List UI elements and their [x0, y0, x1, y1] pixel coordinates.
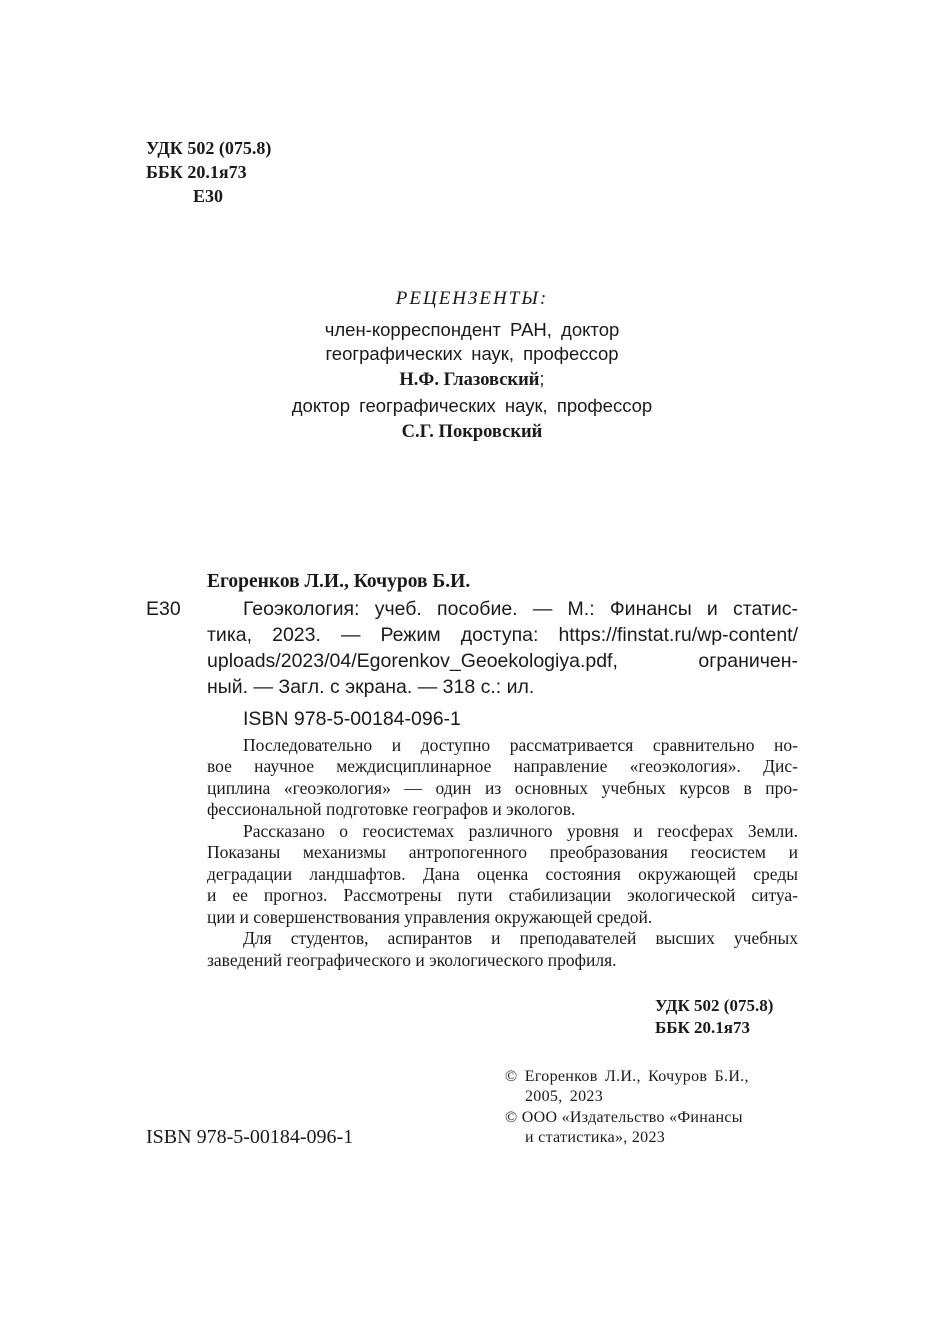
reviewers-title: РЕЦЕНЗЕНТЫ:: [395, 288, 549, 309]
reviewer-line-1: член-корреспондент РАН, доктор: [324, 319, 620, 340]
annotation-line-2: вое научное междисциплинарное направление «геоэкология». Дис-: [207, 756, 798, 776]
reviewer-line-2: географических наук, профессор: [325, 343, 619, 364]
isbn-bottom: ISBN 978-5-00184-096-1: [146, 1126, 354, 1148]
catalog-code: Е30: [146, 598, 181, 620]
udk-top: УДК 502 (075.8): [146, 138, 272, 158]
catalog-desc-line-4: ный. — Загл. с экрана. — 318 с.: ил.: [207, 676, 535, 698]
bbk-bottom: ББК 20.1я73: [655, 1018, 751, 1037]
copyright-line-4: и статистика», 2023: [525, 1129, 666, 1146]
catalog-desc-line-1: Геоэкология: учеб. пособие. — М.: Финансы и статис-: [243, 598, 798, 620]
reviewer-line-3: доктор географических наук, профессор: [291, 395, 653, 416]
bbk-top: ББК 20.1я73: [146, 162, 247, 182]
annotation-line-3: циплина «геоэкология» — один из основных учебных курсов в про-: [207, 778, 798, 798]
annotation-line-10: Для студентов, аспирантов и преподавателей высших учебных: [243, 928, 798, 948]
catalog-isbn: ISBN 978-5-00184-096-1: [243, 708, 461, 730]
annotation-line-6: Показаны механизмы антропогенного преобразования геосистем и: [207, 842, 798, 862]
copyright-line-1: © Егоренков Л.И., Кочуров Б.И.,: [505, 1068, 749, 1085]
reviewer-name-1-text: Н.Ф. Глазовский: [399, 370, 540, 390]
reviewer-name-2: С.Г. Покровский: [401, 422, 543, 442]
copyright-line-2: 2005, 2023: [525, 1088, 603, 1105]
annotation-line-11: заведений географического и экологического профиля.: [207, 950, 617, 970]
annotation-line-4: фессиональной подготовке географов и экологов.: [207, 799, 576, 819]
copyright-line-3: © ООО «Издательство «Финансы: [505, 1109, 743, 1126]
annotation-line-9: ции и совершенствования управления окружающей средой.: [207, 907, 653, 927]
catalog-desc-line-2: тика, 2023. — Режим доступа: https://finstat.ru/wp-content/: [207, 624, 798, 646]
author-code-top: Е30: [193, 186, 224, 206]
annotation-line-5: Рассказано о геосистемах различного уровня и геосферах Земли.: [243, 821, 798, 841]
reviewer-name-1: [0, 367, 944, 392]
annotation-line-7: деградации ландшафтов. Дана оценка состояния окружающей среды: [207, 864, 798, 884]
udk-bottom: УДК 502 (075.8): [655, 996, 774, 1015]
catalog-authors: Егоренков Л.И., Кочуров Б.И.: [207, 571, 471, 592]
annotation-line-1: Последовательно и доступно рассматривается сравнительно но-: [243, 735, 798, 755]
annotation-line-8: и ее прогноз. Рассмотрены пути стабилизации экологической ситуа-: [207, 885, 798, 905]
catalog-desc-line-3: uploads/2023/04/Egorenkov_Geoekologiya.pdf, ограничен-: [207, 650, 798, 672]
reviewer-name-1-suffix: ;: [539, 368, 545, 389]
